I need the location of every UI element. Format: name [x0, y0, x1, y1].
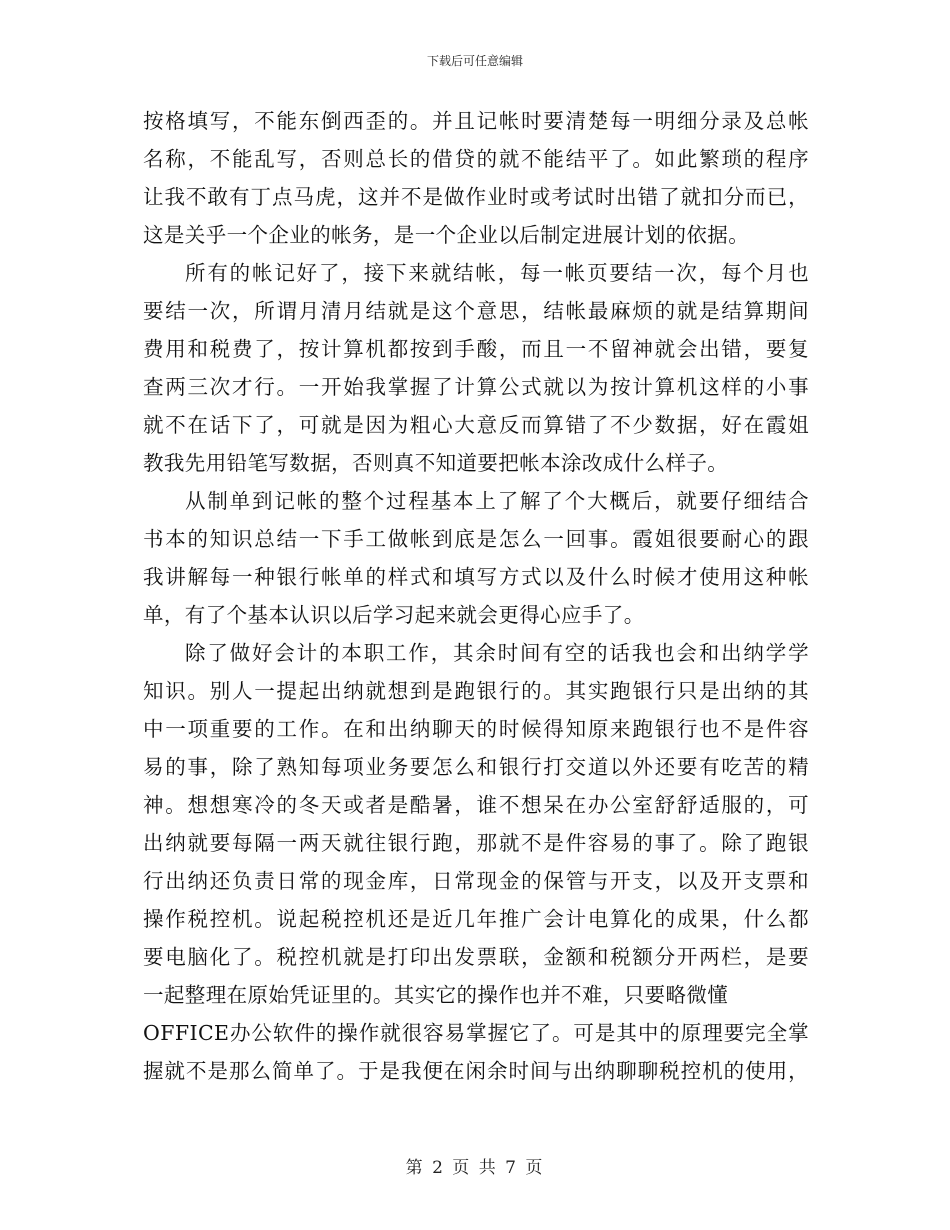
text-line: 名称，不能乱写，否则总长的借贷的就不能结平了。如此繁琐的程序 — [143, 147, 809, 171]
text-line: 就不在话下了，可就是因为粗心大意反而算错了不少数据，好在霞姐 — [143, 413, 809, 437]
text-line: 教我先用铅笔写数据，否则真不知道要把帐本涂改成什么样子。 — [143, 451, 729, 475]
text-line: 按格填写，不能东倒西歪的。并且记帐时要清楚每一明细分录及总帐 — [143, 109, 809, 133]
text-line: 中一项重要的工作。在和出纳聊天的时候得知原来跑银行也不是件容 — [143, 717, 809, 741]
text-line: 易的事，除了熟知每项业务要怎么和银行打交道以外还要有吃苦的精 — [143, 755, 809, 779]
text-line: 要结一次，所谓月清月结就是这个意思，结帐最麻烦的就是结算期间 — [143, 299, 809, 323]
text-line: 书本的知识总结一下手工做帐到底是怎么一回事。霞姐很要耐心的跟 — [143, 527, 809, 551]
text-line: 费用和税费了，按计算机都按到手酸，而且一不留神就会出错，要复 — [143, 337, 809, 361]
text-line: 查两三次才行。一开始我掌握了计算公式就以为按计算机这样的小事 — [143, 375, 809, 399]
text-line: 握就不是那么简单了。于是我便在闲余时间与出纳聊聊税控机的使用， — [143, 1059, 809, 1083]
text-line: 我讲解每一种银行帐单的样式和填写方式以及什么时候才使用这种帐 — [143, 565, 809, 589]
text-line: 一起整理在原始凭证里的。其实它的操作也并不难，只要略微懂 — [143, 983, 729, 1007]
text-line: 要电脑化了。税控机就是打印出发票联，金额和税额分开两栏，是要 — [143, 945, 809, 969]
text-line: 单，有了个基本认识以后学习起来就会更得心应手了。 — [143, 603, 645, 627]
text-line: OFFICE办公软件的操作就很容易掌握它了。可是其中的原理要完全掌 — [143, 1021, 809, 1045]
page-number-footer: 第 2 页 共 7 页 — [405, 1158, 545, 1178]
text-line: 行出纳还负责日常的现金库，日常现金的保管与开支，以及开支票和 — [143, 869, 809, 893]
paragraph-first-line: 从制单到记帐的整个过程基本上了解了个大概后，就要仔细结合 — [185, 489, 809, 513]
text-line: 出纳就要每隔一两天就往银行跑，那就不是件容易的事了。除了跑银 — [143, 831, 809, 855]
text-line: 操作税控机。说起税控机还是近几年推广会计电算化的成果，什么都 — [143, 907, 809, 931]
text-line: 神。想想寒冷的冬天或者是酷暑，谁不想呆在办公室舒舒适服的，可 — [143, 793, 809, 817]
page-header: 下载后可任意编辑 — [426, 54, 523, 68]
document-body — [143, 102, 809, 1090]
paragraph-first-line: 除了做好会计的本职工作，其余时间有空的话我也会和出纳学学 — [185, 641, 809, 665]
text-line: 让我不敢有丁点马虎，这并不是做作业时或考试时出错了就扣分而已， — [143, 185, 809, 209]
paragraph-first-line: 所有的帐记好了，接下来就结帐，每一帐页要结一次，每个月也 — [185, 261, 809, 285]
text-line: 这是关乎一个企业的帐务，是一个企业以后制定进展计划的依据。 — [143, 223, 750, 247]
text-line: 知识。别人一提起出纳就想到是跑银行的。其实跑银行只是出纳的其 — [143, 679, 809, 703]
